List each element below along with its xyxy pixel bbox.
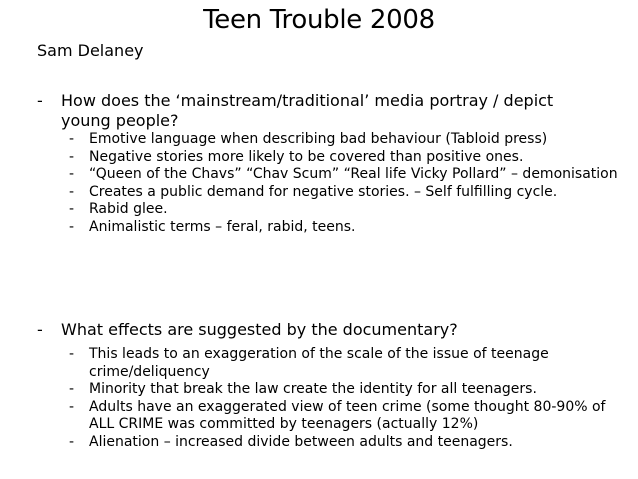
section-2-points bbox=[69, 346, 629, 451]
bullet-marker: - bbox=[69, 166, 75, 182]
list-item bbox=[69, 381, 629, 399]
section-1-question bbox=[37, 91, 617, 131]
list-item bbox=[69, 201, 629, 219]
list-item bbox=[69, 166, 629, 184]
point-text: Negative stories more likely to be covered than positive ones. bbox=[89, 148, 524, 165]
point-text: Emotive language when describing bad behaviour (Tabloid press) bbox=[89, 131, 548, 147]
list-item bbox=[69, 149, 629, 167]
bullet-marker: - bbox=[69, 148, 75, 165]
point-text: Alienation – increased divide between adults and teenagers. bbox=[89, 433, 513, 450]
list-item bbox=[69, 131, 629, 149]
list-item bbox=[69, 346, 629, 381]
point-text: “Queen of the Chavs” “Chav Scum” “Real life Vicky Pollard” – demonisation bbox=[89, 166, 618, 182]
point-text: This leads to an exaggeration of the scale of the issue of teenage crime/deliquency bbox=[89, 346, 549, 380]
bullet-marker: - bbox=[69, 381, 75, 397]
point-text: Minority that break the law create the identity for all teenagers. bbox=[89, 381, 537, 397]
bullet-marker: - bbox=[69, 183, 75, 200]
point-text: Adults have an exaggerated view of teen crime (some thought 80-90% of ALL CRIME was committed by teenagers (actually 12%) bbox=[89, 398, 606, 432]
slide-title: Teen Trouble 2008 bbox=[203, 5, 435, 35]
point-text: Animalistic terms – feral, rabid, teens. bbox=[89, 218, 356, 235]
section-2-question bbox=[37, 320, 617, 340]
list-item bbox=[69, 184, 629, 202]
bullet-marker: - bbox=[69, 201, 75, 217]
point-text: Creates a public demand for negative stories. – Self fulfilling cycle. bbox=[89, 183, 558, 200]
question-text: How does the ‘mainstream/traditional’ media portray / depict young people? bbox=[61, 91, 554, 130]
bullet-marker: - bbox=[69, 218, 75, 235]
bullet-marker: - bbox=[69, 346, 75, 362]
list-item bbox=[69, 434, 629, 452]
bullet-marker: - bbox=[37, 320, 43, 339]
section-1-points bbox=[69, 131, 629, 236]
slide-subtitle: Sam Delaney bbox=[37, 41, 144, 60]
question-text: What effects are suggested by the documentary? bbox=[61, 320, 458, 339]
bullet-marker: - bbox=[69, 131, 75, 147]
bullet-marker: - bbox=[69, 433, 75, 450]
list-item bbox=[69, 399, 629, 434]
point-text: Rabid glee. bbox=[89, 201, 168, 217]
list-item bbox=[69, 219, 629, 237]
bullet-marker: - bbox=[37, 91, 43, 110]
bullet-marker: - bbox=[69, 398, 75, 415]
